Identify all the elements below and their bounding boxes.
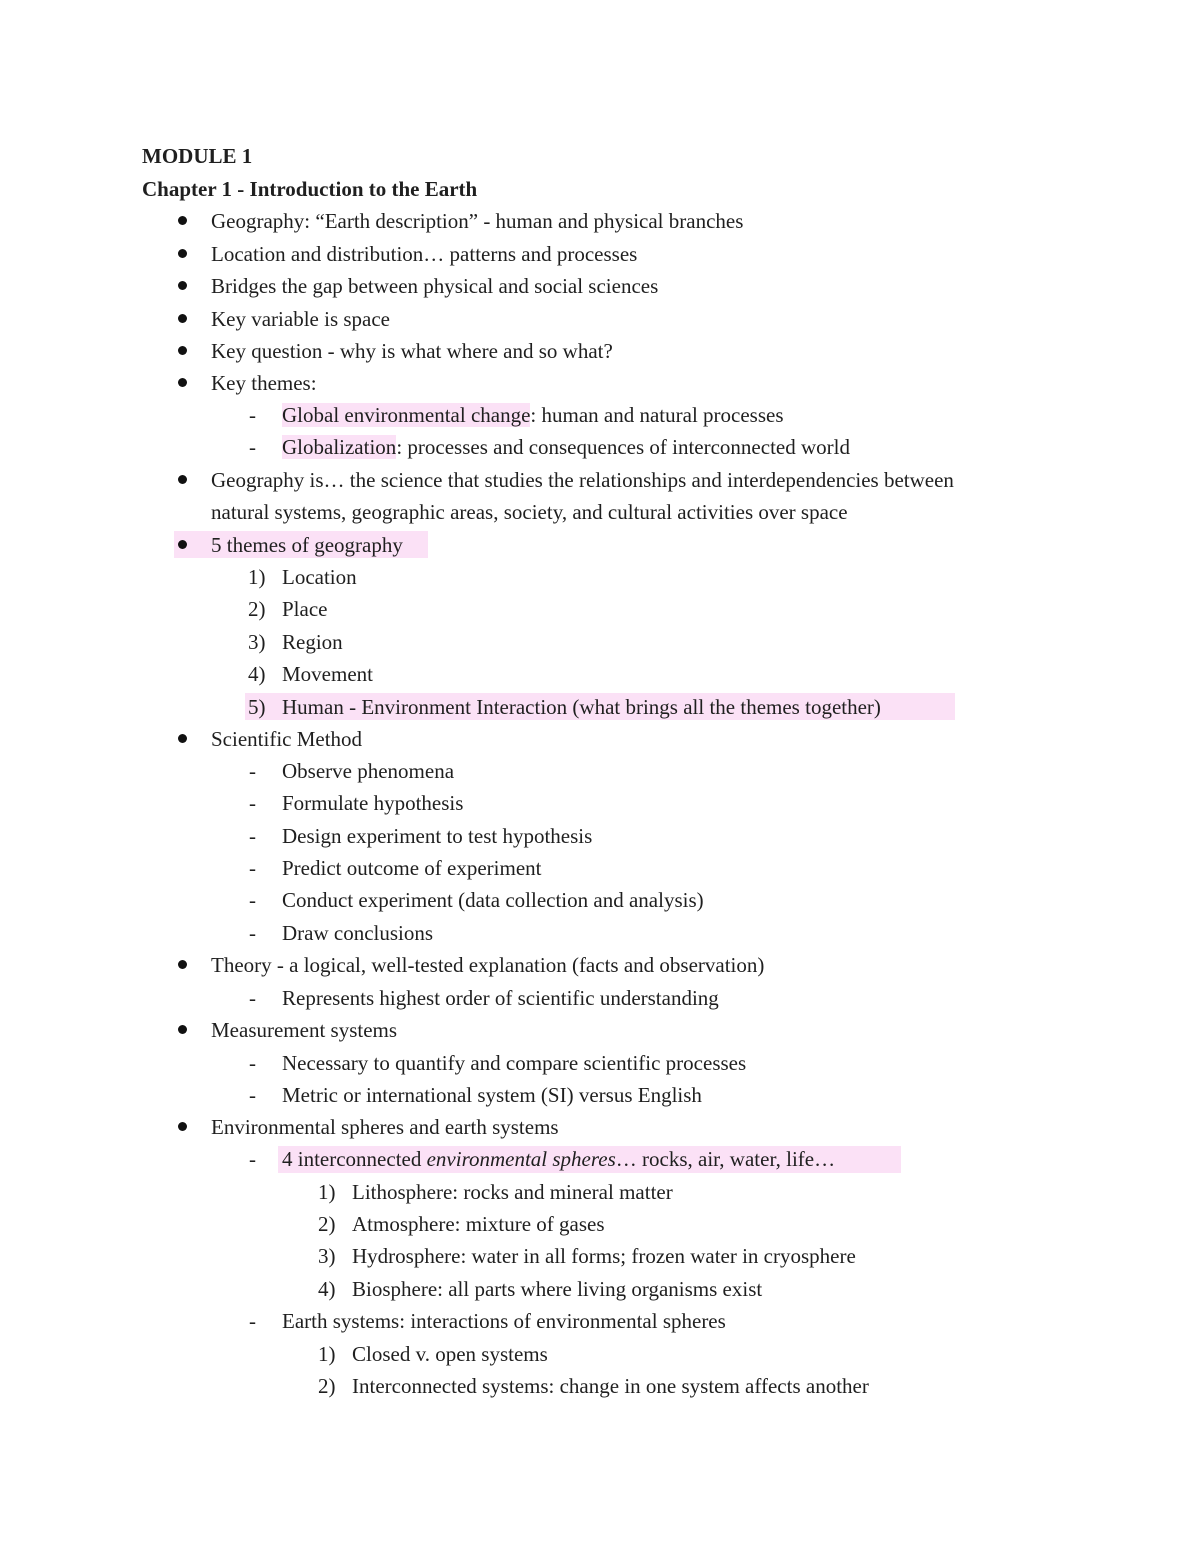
list-item: Key themes: bbox=[211, 371, 317, 395]
list-item: Metric or international system (SI) versus English bbox=[282, 1083, 702, 1107]
number-marker: 3) bbox=[248, 630, 266, 654]
bullet-icon bbox=[178, 281, 187, 290]
number-marker: 2) bbox=[248, 597, 266, 621]
list-item: Draw conclusions bbox=[282, 921, 434, 945]
list-item: Bridges the gap between physical and social sciences bbox=[211, 274, 659, 298]
list-item: Scientific Method bbox=[211, 727, 363, 751]
dash-marker: - bbox=[249, 1147, 256, 1171]
list-item: Geography is… the science that studies the relationships and interdependencies between bbox=[211, 468, 954, 492]
list-item: Movement bbox=[282, 662, 373, 686]
list-item: 5 themes of geography bbox=[211, 533, 403, 557]
list-item: Environmental spheres and earth systems bbox=[211, 1115, 559, 1139]
number-marker: 1) bbox=[318, 1342, 336, 1366]
list-item-continuation: natural systems, geographic areas, society, and cultural activities over space bbox=[211, 500, 848, 524]
number-marker: 2) bbox=[318, 1374, 336, 1398]
list-item: Global environmental change: human and natural processes bbox=[282, 403, 784, 427]
list-item: Theory - a logical, well-tested explanation (facts and observation) bbox=[211, 953, 765, 977]
list-item: Place bbox=[282, 597, 328, 621]
number-marker: 3) bbox=[318, 1244, 336, 1268]
list-item: Earth systems: interactions of environmental spheres bbox=[282, 1309, 726, 1333]
number-marker: 1) bbox=[248, 565, 266, 589]
highlight: Globalization bbox=[282, 435, 397, 459]
bullet-icon bbox=[178, 346, 187, 355]
dash-marker: - bbox=[249, 824, 256, 848]
bullet-icon bbox=[178, 734, 187, 743]
list-item: Human - Environment Interaction (what brings all the themes together) bbox=[282, 695, 881, 719]
bullet-icon bbox=[178, 378, 187, 387]
list-item: Region bbox=[282, 630, 343, 654]
dash-marker: - bbox=[249, 856, 256, 880]
list-item: Necessary to quantify and compare scientific processes bbox=[282, 1051, 747, 1075]
list-item: Lithosphere: rocks and mineral matter bbox=[352, 1180, 673, 1204]
bullet-icon bbox=[178, 249, 187, 258]
list-item: Location and distribution… patterns and processes bbox=[211, 242, 638, 266]
bullet-icon bbox=[178, 1122, 187, 1131]
dash-marker: - bbox=[249, 403, 256, 427]
list-item: Measurement systems bbox=[211, 1018, 398, 1042]
dash-marker: - bbox=[249, 888, 256, 912]
bullet-icon bbox=[178, 475, 187, 484]
bullet-icon bbox=[178, 216, 187, 225]
list-item: Key question - why is what where and so what? bbox=[211, 339, 613, 363]
highlight: Global environmental change bbox=[282, 403, 531, 427]
list-item: Key variable is space bbox=[211, 307, 391, 331]
list-item: Closed v. open systems bbox=[352, 1342, 548, 1366]
list-item: Represents highest order of scientific understanding bbox=[282, 986, 719, 1010]
dash-marker: - bbox=[249, 759, 256, 783]
list-item: Hydrosphere: water in all forms; frozen water in cryosphere bbox=[352, 1244, 856, 1268]
list-item: Interconnected systems: change in one system affects another bbox=[352, 1374, 869, 1398]
dash-marker: - bbox=[249, 435, 256, 459]
list-item: Globalization: processes and consequences of interconnected world bbox=[282, 435, 850, 459]
dash-marker: - bbox=[249, 986, 256, 1010]
list-item: Location bbox=[282, 565, 357, 589]
dash-marker: - bbox=[249, 1309, 256, 1333]
number-marker: 1) bbox=[318, 1180, 336, 1204]
list-item: Atmosphere: mixture of gases bbox=[352, 1212, 605, 1236]
list-item: 4 interconnected environmental spheres… rocks, air, water, life… bbox=[282, 1147, 836, 1171]
number-marker: 4) bbox=[318, 1277, 336, 1301]
bullet-icon bbox=[178, 960, 187, 969]
chapter-title: Chapter 1 - Introduction to the Earth bbox=[142, 177, 478, 201]
list-item: Conduct experiment (data collection and analysis) bbox=[282, 888, 704, 912]
bullet-icon bbox=[178, 540, 187, 549]
number-marker: 4) bbox=[248, 662, 266, 686]
dash-marker: - bbox=[249, 921, 256, 945]
dash-marker: - bbox=[249, 791, 256, 815]
list-item: Formulate hypothesis bbox=[282, 791, 464, 815]
number-marker: 5) bbox=[248, 695, 266, 719]
number-marker: 2) bbox=[318, 1212, 336, 1236]
dash-marker: - bbox=[249, 1051, 256, 1075]
bullet-icon bbox=[178, 1025, 187, 1034]
list-item: Observe phenomena bbox=[282, 759, 455, 783]
list-item: Design experiment to test hypothesis bbox=[282, 824, 593, 848]
bullet-icon bbox=[178, 314, 187, 323]
dash-marker: - bbox=[249, 1083, 256, 1107]
list-item: Biosphere: all parts where living organisms exist bbox=[352, 1277, 763, 1301]
list-item: Geography: “Earth description” - human and physical branches bbox=[211, 209, 744, 233]
module-title: MODULE 1 bbox=[142, 144, 253, 168]
list-item: Predict outcome of experiment bbox=[282, 856, 542, 880]
